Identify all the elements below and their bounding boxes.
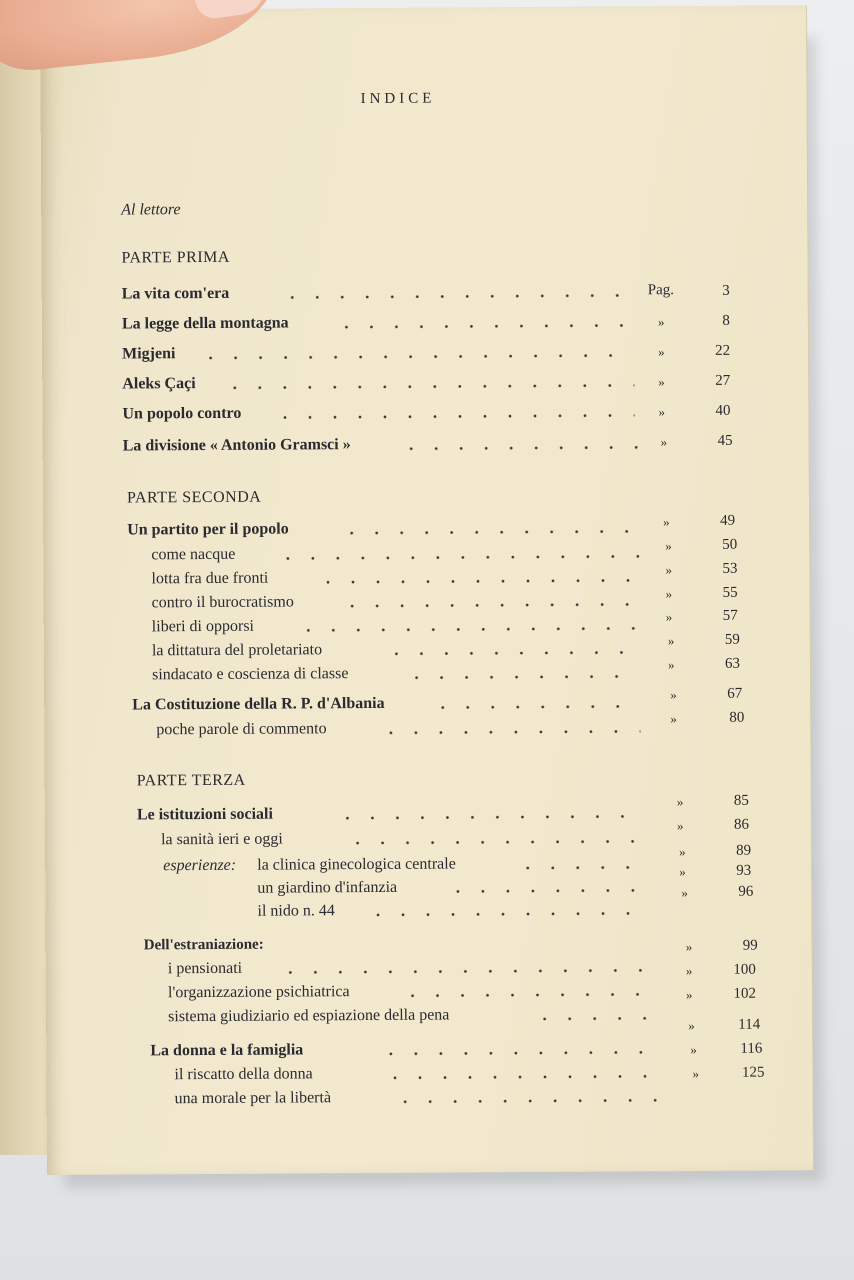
leader-dots xyxy=(222,383,634,390)
part-heading-3: PARTE TERZA xyxy=(136,771,246,790)
ditto-mark: » xyxy=(665,586,673,602)
leader-dots xyxy=(378,729,640,735)
toc-subentry: sindacato e coscienza di classe xyxy=(152,665,349,684)
page-number: 93 xyxy=(736,862,752,879)
page-number: 8 xyxy=(722,312,730,329)
toc-subentry: la dittatura del proletariato xyxy=(151,641,323,660)
leader-dots xyxy=(430,704,640,709)
ditto-mark: » xyxy=(658,344,665,360)
leader-dots xyxy=(315,578,639,584)
leader-dots xyxy=(404,674,640,679)
toc-entry: La Costituzione della R. P. d'Albania xyxy=(132,694,385,714)
book-page xyxy=(40,5,814,1175)
page-number: 67 xyxy=(727,685,743,702)
ditto-mark: » xyxy=(685,963,693,979)
ditto-mark: » xyxy=(658,404,666,420)
page-number: 27 xyxy=(715,372,731,389)
leader-dots xyxy=(340,602,640,608)
leader-dots xyxy=(378,1050,660,1056)
ditto-mark: » xyxy=(663,514,670,530)
leader-dots xyxy=(383,1074,661,1080)
ditto-mark: » xyxy=(657,314,665,330)
ditto-mark: » xyxy=(667,633,675,649)
page-number: 40 xyxy=(715,402,731,419)
toc-entry: La legge della montagna xyxy=(121,314,289,333)
toc-subentry: i pensionati xyxy=(167,959,243,978)
leader-dots xyxy=(280,293,630,299)
toc-entry: La donna e la famiglia xyxy=(150,1041,304,1060)
toc-entry: Un partito per il popolo xyxy=(127,520,289,539)
toc-subentry: il nido n. 44 xyxy=(257,902,335,920)
page-number: 49 xyxy=(720,512,736,529)
page-title: INDICE xyxy=(360,90,436,108)
page-number: 57 xyxy=(722,607,738,624)
toc-subentry: sistema giudiziario ed espiazione della pena xyxy=(168,1006,450,1026)
ditto-mark: » xyxy=(667,657,675,673)
part-heading-1: PARTE PRIMA xyxy=(121,248,230,267)
toc-subentry: liberi di opporsi xyxy=(151,617,255,636)
page-marker: Pag. xyxy=(647,282,675,299)
ditto-mark: » xyxy=(665,609,673,625)
ditto-mark: » xyxy=(676,794,684,810)
page-number: 102 xyxy=(733,985,757,1002)
toc-entry: La divisione « Antonio Gramsci » xyxy=(122,436,351,455)
leader-dots xyxy=(296,626,640,632)
intro-entry: Al lettore xyxy=(121,201,181,219)
leader-dots xyxy=(400,992,658,998)
ditto-mark: » xyxy=(665,562,672,578)
ditto-mark: » xyxy=(688,1018,695,1034)
leader-dots xyxy=(334,323,634,329)
page-number: 100 xyxy=(733,961,756,978)
leader-dots xyxy=(278,968,658,974)
page-number: 89 xyxy=(736,842,752,859)
toc-subentry: un giardino d'infanzia xyxy=(257,878,398,897)
leader-dots xyxy=(198,353,634,360)
part-heading-2: PARTE SECONDA xyxy=(126,488,262,507)
toc-subentry: come nacque xyxy=(151,545,236,564)
toc-subentry: la clinica ginecologica centrale xyxy=(257,855,456,874)
ditto-mark: » xyxy=(690,1042,697,1058)
ditto-mark: » xyxy=(658,374,665,390)
page-number: 50 xyxy=(722,536,738,553)
ditto-mark: » xyxy=(679,844,686,860)
toc-subentry: poche parole di commento xyxy=(156,720,327,739)
leader-dots xyxy=(532,1016,658,1021)
leader-dots xyxy=(393,1098,663,1104)
page-number: 116 xyxy=(740,1040,763,1057)
page-number: 53 xyxy=(722,560,738,577)
ditto-mark: » xyxy=(692,1065,700,1082)
toc-subentry: il riscatto della donna xyxy=(174,1065,313,1084)
leader-dots xyxy=(384,650,640,656)
ditto-mark: » xyxy=(670,711,677,727)
page-number: 114 xyxy=(738,1016,761,1033)
page-number: 59 xyxy=(724,631,740,648)
ditto-mark: » xyxy=(679,864,686,880)
ditto-mark: » xyxy=(660,434,668,450)
toc-subentry: una morale per la libertà xyxy=(174,1089,332,1108)
toc-entry: Le istituzioni sociali xyxy=(136,805,273,824)
page-number: 55 xyxy=(722,584,738,601)
ditto-mark: » xyxy=(685,939,693,955)
ditto-mark: » xyxy=(681,885,688,901)
toc-entry: Aleks Çaçi xyxy=(122,375,196,393)
toc-entry: Un popolo contro xyxy=(122,404,242,423)
toc-subentry: la sanità ieri e oggi xyxy=(161,830,283,849)
leader-dots xyxy=(275,554,639,560)
toc-subentry: contro il burocratismo xyxy=(151,593,294,612)
page-number: 96 xyxy=(738,883,754,900)
page-number: 80 xyxy=(729,709,745,726)
toc-subentry: l'organizzazione psichiatrica xyxy=(167,983,350,1002)
page-number: 85 xyxy=(733,792,749,809)
leader-dots xyxy=(335,814,645,820)
page-number: 125 xyxy=(741,1064,765,1081)
ditto-mark: » xyxy=(676,818,684,834)
ditto-mark: » xyxy=(670,687,677,703)
page-number: 86 xyxy=(733,816,750,833)
leader-dots xyxy=(366,911,650,917)
leader-dots xyxy=(272,413,634,419)
toc-section: Dell'estraniazione: xyxy=(143,936,264,954)
leader-dots xyxy=(515,865,647,870)
page-number: 63 xyxy=(724,655,741,672)
page-number: 45 xyxy=(717,432,733,449)
toc-subentry: lotta fra due fronti xyxy=(151,569,269,588)
ditto-mark: » xyxy=(665,538,672,554)
toc-label: esperienze: xyxy=(163,856,237,875)
page-number: 3 xyxy=(722,282,730,299)
leader-dots xyxy=(339,529,639,535)
toc-entry: Migjeni xyxy=(122,345,176,363)
leader-dots xyxy=(345,839,645,845)
leader-dots xyxy=(399,445,639,450)
leader-dots xyxy=(445,888,647,893)
page-number: 99 xyxy=(742,937,758,954)
page-number: 22 xyxy=(715,342,731,359)
ditto-mark: » xyxy=(685,987,693,1003)
toc-entry: La vita com'era xyxy=(121,284,230,303)
